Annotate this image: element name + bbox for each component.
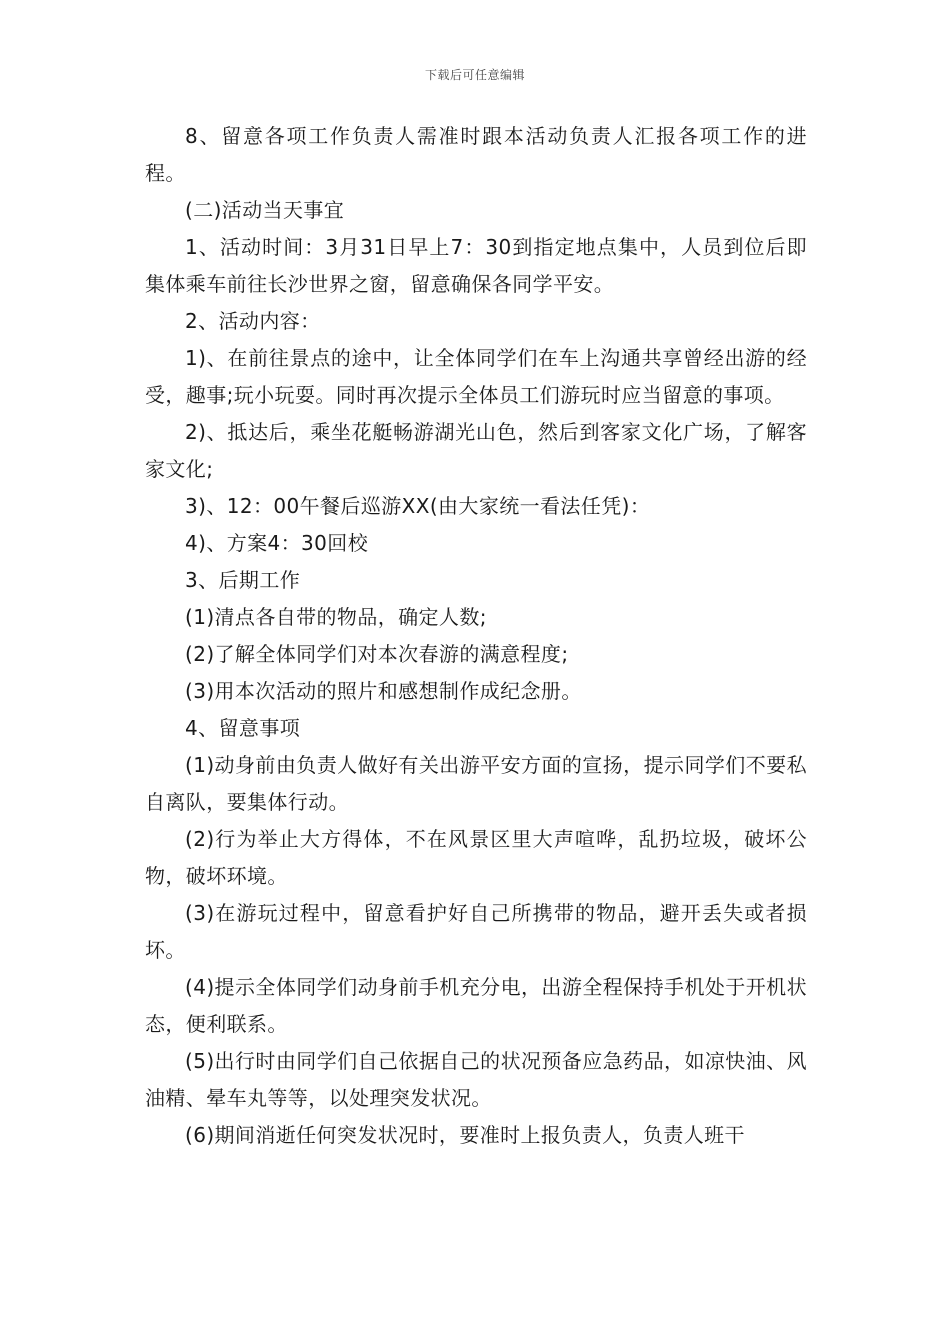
section-heading: (二)活动当天事宜 bbox=[185, 198, 345, 222]
list-item: (1)清点各自带的物品，确定人数; bbox=[185, 605, 487, 629]
document-body bbox=[145, 118, 807, 1154]
list-item: (2)了解全体同学们对本次春游的满意程度; bbox=[185, 642, 569, 666]
paragraph: 1、活动时间：3月31日早上7：30到指定地点集中，人员到位后即集体乘车前往长沙世界之窗，留意确保各同学平安。 bbox=[145, 235, 807, 296]
list-item: (3)在游玩过程中，留意看护好自己所携带的物品，避开丢失或者损坏。 bbox=[145, 901, 807, 962]
paragraph: 1)、在前往景点的途中，让全体同学们在车上沟通共享曾经出游的经受，趣事;玩小玩耍。同时再次提示全体员工们游玩时应当留意的事项。 bbox=[145, 346, 807, 407]
list-item: (5)出行时由同学们自己依据自己的状况预备应急药品，如凉快油、风油精、晕车丸等等，以处理突发状况。 bbox=[145, 1049, 807, 1110]
list-item: (6)期间消逝任何突发状况时，要准时上报负责人，负责人班干 bbox=[185, 1123, 745, 1147]
section-heading: 4、留意事项 bbox=[185, 716, 301, 740]
list-item: (3)用本次活动的照片和感想制作成纪念册。 bbox=[185, 679, 582, 703]
paragraph: 8、留意各项工作负责人需准时跟本活动负责人汇报各项工作的进程。 bbox=[145, 124, 807, 185]
section-heading: 3、后期工作 bbox=[185, 568, 301, 592]
list-item: (4)提示全体同学们动身前手机充分电，出游全程保持手机处于开机状态，便利联系。 bbox=[145, 975, 807, 1036]
list-item: (2)行为举止大方得体，不在风景区里大声喧哗，乱扔垃圾，破坏公物，破坏环境。 bbox=[145, 827, 807, 888]
paragraph: 2)、抵达后，乘坐花艇畅游湖光山色，然后到客家文化广场，了解客家文化; bbox=[145, 420, 807, 481]
paragraph: 3)、12：00午餐后巡游XX(由大家统一看法任凭)： bbox=[185, 494, 651, 518]
page-header: 下载后可任意编辑 bbox=[424, 68, 525, 82]
paragraph: 4)、方案4：30回校 bbox=[185, 531, 369, 555]
section-heading: 2、活动内容： bbox=[185, 309, 321, 333]
list-item: (1)动身前由负责人做好有关出游平安方面的宣扬，提示同学们不要私自离队，要集体行动。 bbox=[145, 753, 807, 814]
